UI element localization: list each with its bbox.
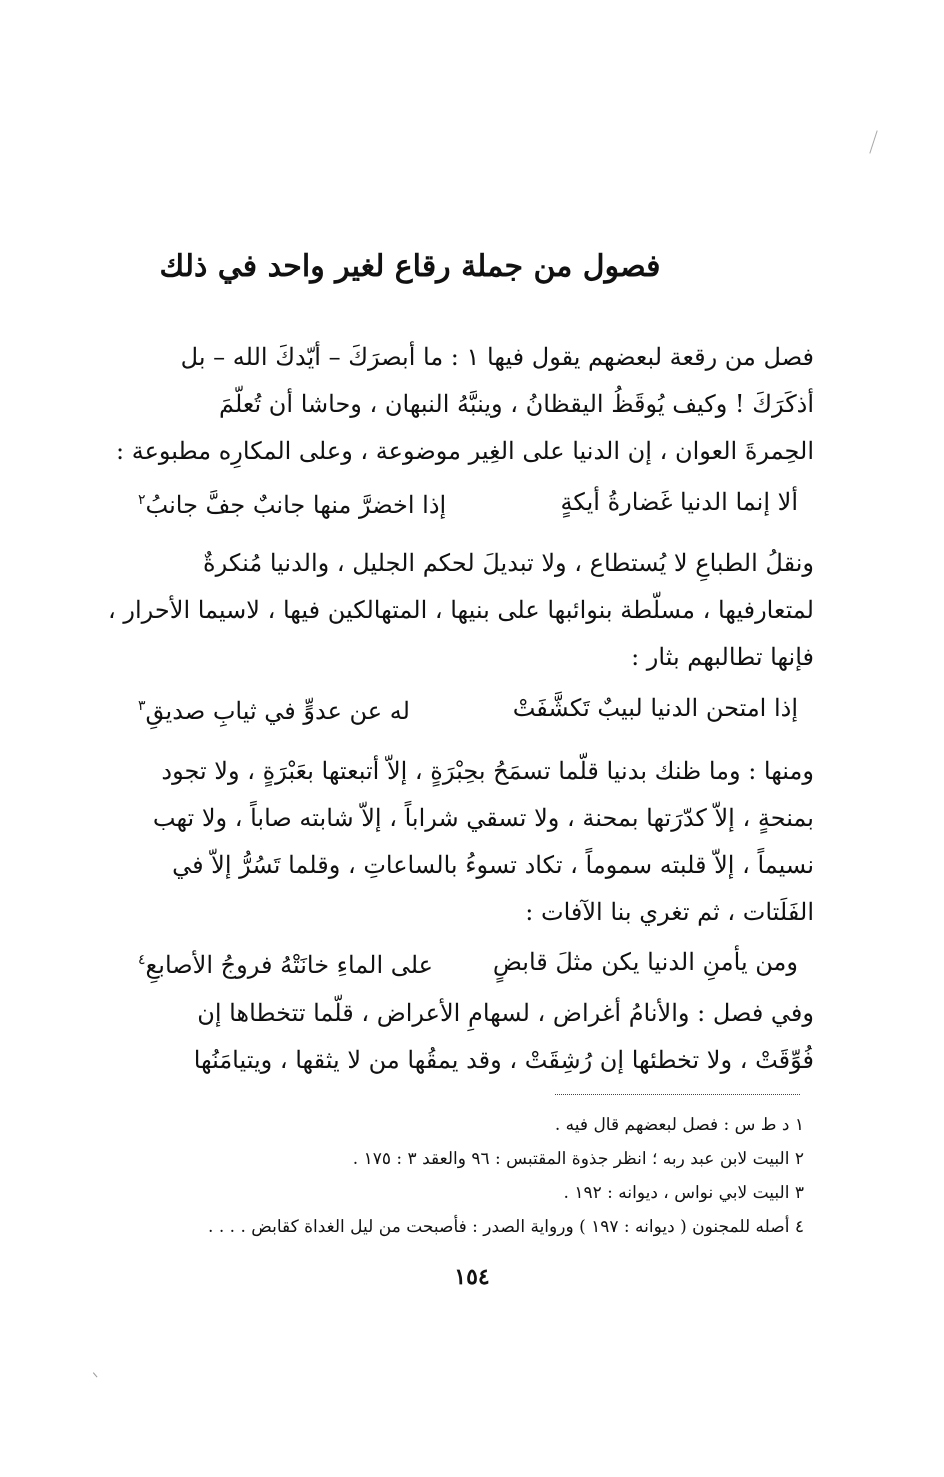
- paragraph: [116, 334, 814, 475]
- verse-first-hemistich: إذا امتحن الدنيا لبيبٌ تَكشَّفَتْ: [512, 694, 798, 722]
- verse: [138, 688, 798, 728]
- paragraph-line: فُوِّقَتْ ، ولا تخطئها إن رُشِقَتْ ، وقد يمقُها من لا يثقها ، ويتيامَنُها: [193, 1046, 814, 1074]
- verse-first-hemistich: ألا إنما الدنيا غَضارةُ أيكةٍ: [560, 488, 798, 516]
- verse-second-hemistich-text: له عن عدوٍّ في ثيابِ صديقِ: [145, 696, 410, 725]
- margin-mark: [869, 130, 877, 153]
- verse-second-hemistich-text: إذا اخضرَّ منها جانبٌ جفَّ جانبُ: [145, 490, 447, 519]
- paragraph-line: أذكَرَكَ ! وكيف يُوقَظُ اليقظانُ ، وينبَّهُ النبهان ، وحاشا أن تُعلّمَ: [219, 390, 814, 418]
- footnote-divider: [555, 1094, 800, 1095]
- paragraph-line: الحِمرةَ العوان ، إن الدنيا على الغِير موضوعة ، وعلى المكارِه مطبوعة :: [116, 437, 814, 465]
- margin-mark: [93, 1368, 102, 1377]
- footnote: ١ د ط س : فصل لبعضهم قال فيه .: [554, 1115, 804, 1135]
- footnote-marker: ٤: [138, 951, 146, 968]
- paragraph-line: بمنحةٍ ، إلاّ كدّرَتها بمحنة ، ولا تسقي شراباً ، إلاّ شابته صاباً ، ولا تهب: [152, 804, 814, 832]
- footnotes: [118, 1108, 804, 1244]
- footnote: ٢ البيت لابن عبد ربه ؛ انظر جذوة المقتبس : ٩٦ والعقد ٣ : ١٧٥ .: [352, 1149, 804, 1169]
- verse-second-hemistich-text: على الماءِ خانَتْهُ فروجُ الأصابعِ: [145, 950, 434, 979]
- page-number: ١٥٤: [454, 1264, 490, 1290]
- paragraph-line: الفَلَتات ، ثم تغري بنا الآفات :: [525, 898, 814, 926]
- verse-second-hemistich: [138, 940, 433, 985]
- paragraph: [108, 540, 814, 681]
- verse-second-hemistich: [138, 480, 446, 525]
- paragraph: [122, 748, 814, 936]
- paragraph-line: لمتعارفيها ، مسلّطة بنوائبها على بنيها ، المتهالكين فيها ، لاسيما الأحرار ،: [108, 596, 814, 624]
- paragraph-line: ومنها : وما ظنك بدنيا قلّما تسمَحُ بحِبْرَةٍ ، إلاّ أتبعتها بعَبْرَةٍ ، ولا تجود: [161, 757, 814, 785]
- verse-second-hemistich: [138, 686, 410, 731]
- paragraph-line: فصل من رقعة لبعضهم يقول فيها ١ : ما أبصرَكَ – أيّدكَ الله – بل: [180, 343, 814, 371]
- footnote-marker: ٢: [138, 491, 146, 508]
- verse: [138, 482, 798, 522]
- footnote-marker: ٣: [138, 697, 146, 714]
- page-title: فصول من جملة رقاع لغير واحد في ذلك: [159, 249, 661, 284]
- paragraph-line: وفي فصل : والأنامُ أغراض ، لسهامِ الأعراض ، قلّما تتخطاها إن: [197, 999, 814, 1027]
- verse-first-hemistich: ومن يأمنِ الدنيا يكن مثلَ قابضٍ: [492, 948, 798, 976]
- paragraph: [122, 990, 814, 1084]
- paragraph-line: فإنها تطالبهم بثار :: [631, 643, 814, 671]
- paragraph-line: نسيماً ، إلاّ قلبته سموماً ، تكاد تسوءُ بالساعاتِ ، وقلما تَسُرُّ إلاّ في: [172, 851, 814, 879]
- footnote: ٣ البيت لابي نواس ، ديوانه : ١٩٢ .: [563, 1183, 804, 1203]
- paragraph-line: ونقلُ الطباعِ لا يُستطاع ، ولا تبديلَ لحكم الجليل ، والدنيا مُنكرةٌ: [203, 549, 814, 577]
- footnote: ٤ أصله للمجنون ( ديوانه : ١٩٧ ) ورواية الصدر : فأصبحت من ليل الغداة كقابض . . . .: [208, 1217, 804, 1237]
- verse: [138, 942, 798, 982]
